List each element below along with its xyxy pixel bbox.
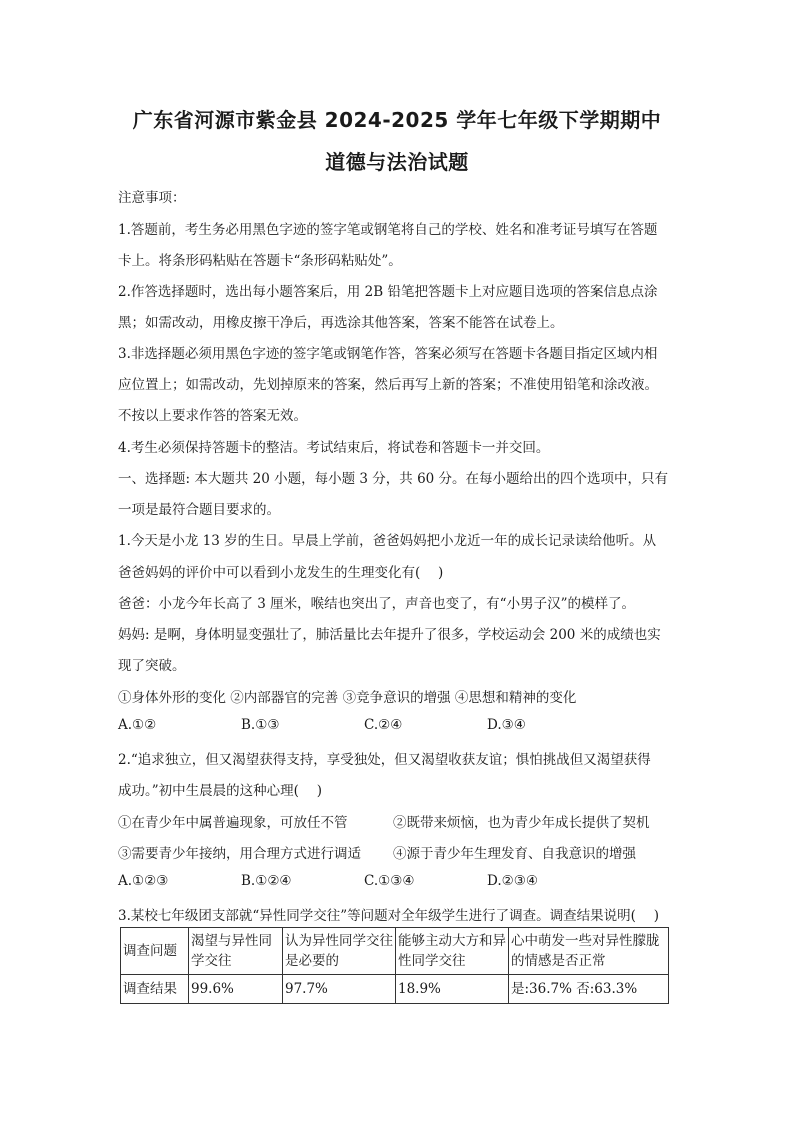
q3-stem: 3.某校七年级团支部就“异性同学交往”等问题对全年级学生进行了调查。调查结果说明( ): [118, 908, 660, 924]
q2-stem: 成功。”初中生晨晨的这种心理( ): [118, 783, 322, 799]
q1-mom-quote: 现了突破。: [118, 658, 186, 674]
notice-line: 4.考生必须保持答题卡的整洁。考试结束后，将试卷和答题卡一并交回。: [118, 440, 550, 456]
q2-option-c[interactable]: C.①③④: [364, 873, 415, 889]
table-cell: 99.6%: [189, 975, 283, 1004]
notice-line: 3.非选择题必须用黑色字迹的签字笔或钢笔作答，答案必须写在答题卡各题目指定区域内相: [118, 346, 658, 362]
q2-option-d[interactable]: D.②③④: [487, 873, 538, 889]
table-row-label: 调查结果: [121, 975, 189, 1004]
notice-heading: 注意事项：: [118, 190, 186, 206]
exam-title-line2: 道德与法治试题: [325, 150, 469, 174]
table-header-cell: 渴望与异性同学交往: [189, 928, 283, 975]
q2-stem: 2.“追求独立，但又渴望获得支持，享受独处，但又渴望收获友谊；惧怕挑战但又渴望获得: [118, 752, 651, 768]
notice-line: 黑；如需改动，用橡皮擦干净后，再选涂其他答案，答案不能答在试卷上。: [118, 315, 564, 331]
q2-item: ③需要青少年接纳，用合理方式进行调适: [118, 846, 361, 862]
table-header-cell: 认为异性同学交往是必要的: [283, 928, 396, 975]
table-header-cell: 调查问题: [121, 928, 189, 975]
q1-option-d[interactable]: D.③④: [487, 717, 526, 733]
q1-option-c[interactable]: C.②④: [364, 717, 403, 733]
q1-option-b[interactable]: B.①③: [241, 717, 280, 733]
notice-line: 不按以上要求作答的答案无效。: [118, 408, 307, 424]
table-cell: 18.9%: [396, 975, 509, 1004]
survey-table: [120, 927, 669, 1004]
table-cell: 是:36.7% 否:63.3%: [509, 975, 669, 1004]
q1-stem: 爸爸妈妈的评价中可以看到小龙发生的生理变化有( ): [118, 565, 444, 581]
q2-option-b[interactable]: B.①②④: [241, 873, 292, 889]
notice-line: 应位置上；如需改动，先划掉原来的答案，然后再写上新的答案；不准使用铅笔和涂改液。: [118, 377, 658, 393]
q1-mom-quote: 妈妈: 是啊，身体明显变强壮了，肺活量比去年提升了很多，学校运动会 200 米的成绩也实: [118, 627, 661, 643]
notice-line: 1.答题前，考生务必用黑色字迹的签字笔或钢笔将自己的学校、姓名和准考证号填写在答题: [118, 222, 658, 238]
section-instructions: 一、选择题: 本大题共 20 小题，每小题 3 分，共 60 分。在每小题给出的四个选项中，只有: [118, 471, 669, 487]
section-instructions: 一项是最符合题目要求的。: [118, 502, 280, 518]
q1-stem: 1.今天是小龙 13 岁的生日。早晨上学前，爸爸妈妈把小龙近一年的成长记录读给他听。从: [118, 533, 657, 549]
table-row: [121, 928, 669, 975]
q2-option-a[interactable]: A.①②③: [118, 873, 169, 889]
exam-title-line1: 广东省河源市紫金县 2024-2025 学年七年级下学期期中: [132, 108, 662, 132]
q1-option-a[interactable]: A.①②: [118, 717, 157, 733]
table-header-cell: 能够主动大方和异性同学交往: [396, 928, 509, 975]
notice-line: 2.作答选择题时，选出每小题答案后，用 2B 铅笔把答题卡上对应题目选项的答案信息点涂: [118, 284, 658, 300]
notice-line: 卡上。将条形码粘贴在答题卡“条形码粘贴处”。: [118, 253, 402, 269]
table-cell: 97.7%: [283, 975, 396, 1004]
q2-item: ④源于青少年生理发育、自我意识的增强: [393, 846, 636, 862]
q1-items: ①身体外形的变化 ②内部器官的完善 ③竞争意识的增强 ④思想和精神的变化: [118, 690, 577, 706]
table-header-cell: 心中萌发一些对异性朦胧的情感是否正常: [509, 928, 669, 975]
q2-item: ②既带来烦恼，也为青少年成长提供了契机: [393, 815, 650, 831]
table-row: [121, 975, 669, 1004]
q2-item: ①在青少年中属普遍现象，可放任不管: [118, 815, 348, 831]
q1-dad-quote: 爸爸：小龙今年长高了 3 厘米，喉结也突出了，声音也变了，有“小男子汉”的模样了。: [118, 596, 635, 612]
